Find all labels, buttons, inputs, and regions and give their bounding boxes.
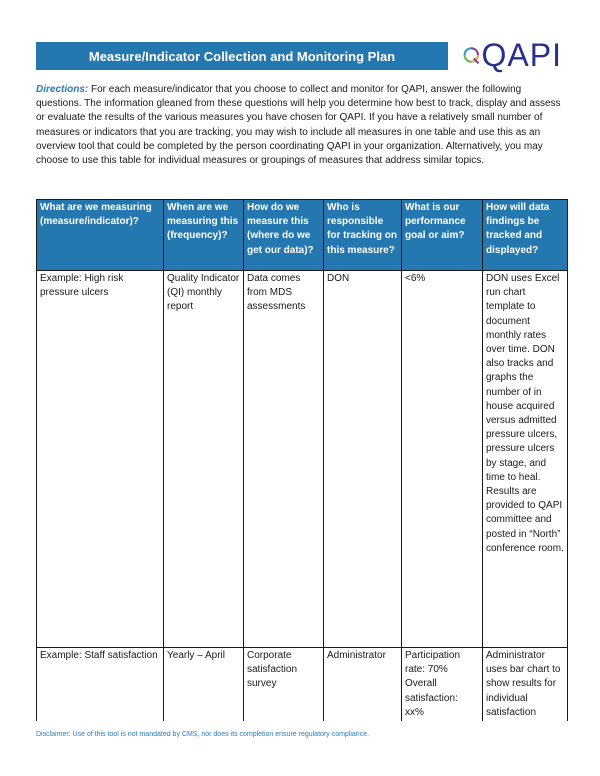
table-cell: Example: Staff satisfaction — [37, 648, 164, 722]
header-cell: How will data findings be tracked and displayed? — [483, 200, 568, 271]
table-cell: Data comes from MDS assessments — [244, 271, 324, 648]
header-cell: When are we measuring this (frequency)? — [164, 200, 244, 271]
header-cell: What are we measuring (measure/indicator)? — [37, 200, 164, 271]
logo-text: QAPI — [481, 37, 562, 73]
qapi-logo — [462, 34, 562, 76]
page-title — [36, 42, 448, 70]
table-cell: Corporate satisfaction survey — [244, 648, 324, 722]
disclaimer: Disclaimer: Use of this tool is not mandated by CMS, nor does its completion ensure regulatory compliance. — [36, 731, 370, 738]
table-cell: Example: High risk pressure ulcers — [37, 271, 164, 648]
qapi-circle-icon — [462, 37, 481, 73]
table-row — [37, 648, 568, 722]
table-row — [37, 271, 568, 648]
directions-lead: Directions: — [36, 84, 89, 95]
table-cell: Quality Indicator (QI) monthly report — [164, 271, 244, 648]
header-cell: Who is responsible for tracking on this measure? — [324, 200, 402, 271]
table-cell: Participation rate: 70% Overall satisfaction: xx% — [402, 648, 483, 722]
table-cell: DON uses Excel run chart template to document monthly rates over time. DON also tracks and graphs the number of in house acquired versus admitted pressure ulcers, pressure ulcers by stage, and time to heal. Results are provided to QAPI committee and posted in “North” conference room. — [483, 271, 568, 648]
table-cell: Administrator — [324, 648, 402, 722]
directions-body: For each measure/indicator that you choose to collect and monitor for QAPI, answer the following questions. The information gleaned from these questions will help you determine how best to track, display and assess or evaluate the results of the various measures you have chosen for QAPI. If you have a relatively small number of measures or indicators that you are tracking, you may wish to include all measures in one table and use this as an overview tool that could be completed by the person coordinating QAPI in your organization. Alternatively, you may choose to use this table for individual measures or groupings of measures that address similar topics. — [36, 84, 561, 167]
table-cell: DON — [324, 271, 402, 648]
header-cell: What is our performance goal or aim? — [402, 200, 483, 271]
header-cell: How do we measure this (where do we get our data)? — [244, 200, 324, 271]
table-cell: <6% — [402, 271, 483, 648]
page-title-text: Measure/Indicator Collection and Monitoring Plan — [88, 48, 396, 64]
table-header-row — [37, 200, 568, 271]
directions-paragraph — [36, 83, 562, 168]
table-cell: Yearly – April — [164, 648, 244, 722]
table-cell: Administrator uses bar chart to show results for individual satisfaction — [483, 648, 568, 722]
monitoring-plan-table — [36, 199, 568, 721]
